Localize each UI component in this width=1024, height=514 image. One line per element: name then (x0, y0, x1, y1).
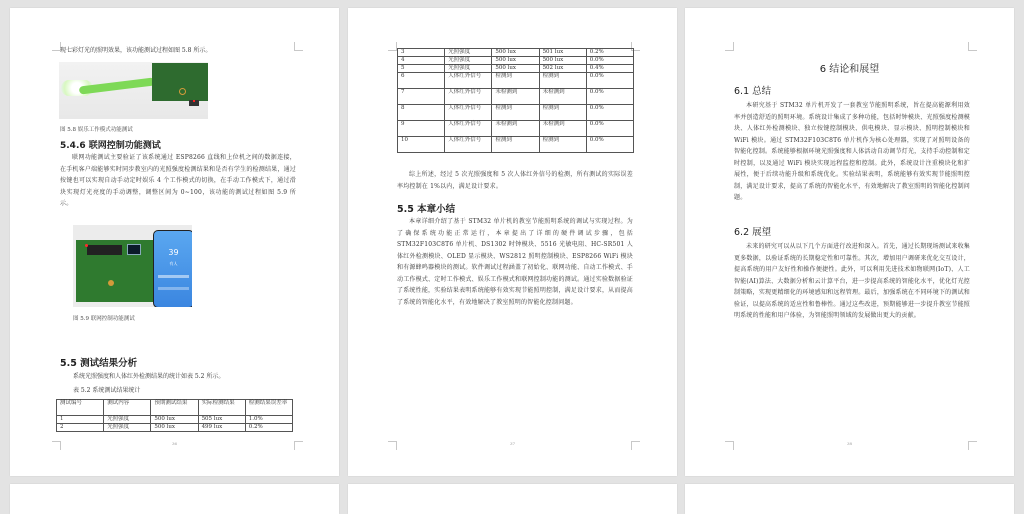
header-cell: 实际检测结果 (198, 400, 245, 416)
cell: 501 lux (539, 49, 586, 57)
cell: 5 (398, 65, 445, 73)
cell: 2 (57, 424, 104, 432)
section-6-1-body: 本研究基于 STM32 单片机开发了一套教室节能照明系统，旨在提高能源利用效率并创造舒适的照明环境。系统设计集成了多种功能，包括时钟模块、光照强度检测模块、人体红外检测模块、独立按键控制模块、供电模块、显示模块、照明控制模块和 WiFi 模块。通过 STM32F103C8T6 单片机作为核心处理器，实现了对照明设备的智能化控制。系统能够根据环境光照强度和人体活动自动调节灯光，支持手动控制和定时控制，以及通过 WiFi 模块实现远程监控和控制。此外，系统设计注重模块化和扩展性，便于后续功能升级和系统优化。实验结果表明，系统能够有效实现节能照明控制，满足设计要求，提高了系统的智能化水平，有效地解决了教室照明的智能化控制问题。 (734, 102, 970, 201)
phone-screen (153, 230, 192, 307)
table-5-2-continued (397, 48, 634, 153)
cell: 人体红外信号 (445, 137, 492, 153)
cell: 未检测到 (492, 121, 539, 137)
cell: 0.0% (586, 57, 633, 65)
table-5-2-caption: 表 5.2 系统测试结果统计 (73, 387, 141, 394)
cell: 人体红外信号 (445, 121, 492, 137)
document-page-next (685, 484, 1014, 514)
cell: 检测到 (492, 137, 539, 153)
light-value: 39 (168, 248, 179, 257)
cell: 光照强度 (445, 49, 492, 57)
figure-5-9-caption: 图 5.9 联网控制功能测试 (73, 316, 135, 322)
figure-5-9-photo (73, 225, 192, 307)
section-5-4-6-body: 联网功能测试主要验证了该系统通过 ESP8266 直线和上位机之间的数据连接，在手机客户端能够实时同步教室内的光照强度检测结果和是否有学生的检测结果，通过按键也可以实现自动手动定时娱乐 4 个工作模式的切换，在手动工作模式下，通过滑块实现灯光亮度的手动调整，调整区间为 0~100，该功能的测试过程如图 5.9 所示。 (60, 154, 296, 207)
cell: 7 (398, 89, 445, 105)
table-row (398, 89, 634, 105)
cell: 500 lux (151, 416, 198, 424)
cell: 检测到 (539, 105, 586, 121)
section-5-5-summary-body: 本章详细介绍了基于 STM32 单片机的教室节能照明系统的调试与实现过程。为了确保系统功能正常运行，本章提出了详细的硬件调试步骤，包括 STM32F103C8T6 单片机、DS1302 时钟模块、5516 光敏电阻、HC-SR501 人体红外检测模块、OLED 显示模块、WS2812 照明控制模块、ESP8266 WiFi 模块和有源蜂鸣器模块的测试。软件调试过程涵盖了初始化、联网功能、自动工作模式、手动工作模式、定时工作模式、娱乐工作模式和联网控制功能的测试。通过实验数据验证了系统性能，实验结果表明系统能够有效实现节能照明控制，满足设计要求，从而提高了系统的智能化水平，有效地解决了教室照明的智能化控制问题。 (397, 218, 633, 306)
table-row (398, 121, 634, 137)
mode-tabs[interactable] (158, 275, 189, 278)
cell: 0.2% (586, 49, 633, 57)
presence-label: 有人 (169, 261, 178, 266)
figure-5-8-photo (59, 62, 208, 119)
table-row (398, 73, 634, 89)
table-row (57, 416, 293, 424)
circuit-board (152, 63, 208, 101)
led-indicator (85, 244, 88, 247)
cell: 8 (398, 105, 445, 121)
cell: 0.0% (586, 121, 633, 137)
cell: 光照强度 (104, 416, 151, 424)
oled-display (127, 244, 141, 255)
cell: 人体红外信号 (445, 105, 492, 121)
section-5-4-6-title: 5.4.6 联网控制功能测试 (60, 141, 161, 151)
cell: 500 lux (492, 65, 539, 73)
page-number: 36 (171, 441, 178, 446)
section-6-2-title: 6.2 展望 (734, 227, 772, 238)
cell: 500 lux (539, 57, 586, 65)
document-page-38 (685, 8, 1014, 476)
cell: 未检测到 (539, 89, 586, 105)
document-page-next (348, 484, 677, 514)
header-cell: 测试内容 (104, 400, 151, 416)
cell: 3 (398, 49, 445, 57)
table-header-row (57, 400, 293, 416)
figure-5-8-caption: 图 5.8 娱乐工作模式功能测试 (60, 127, 133, 133)
section-5-5-summary-title: 5.5 本章小结 (397, 204, 456, 215)
cell: 检测到 (492, 73, 539, 89)
cell: 500 lux (151, 424, 198, 432)
cell: 未检测到 (539, 121, 586, 137)
buzzer-icon (108, 280, 114, 286)
section-5-5-body: 系统光照强度和人体红外检测结果的统计如表 5.2 所示。 (73, 373, 225, 380)
mcu-module (87, 245, 122, 255)
cell: 光照强度 (445, 57, 492, 65)
cell: 0.4% (586, 65, 633, 73)
cell: 未检测到 (492, 89, 539, 105)
cell: 0.0% (586, 105, 633, 121)
cell: 499 lux (198, 424, 245, 432)
table-row (398, 57, 634, 65)
cell: 检测到 (539, 73, 586, 89)
document-page-37 (348, 8, 677, 476)
cell: 1.0% (245, 416, 292, 424)
header-cell: 检测结果误差率 (245, 400, 292, 416)
cell: 505 lux (198, 416, 245, 424)
margin-mark (388, 42, 397, 51)
led-indicator (193, 100, 195, 102)
cell: 0.0% (586, 73, 633, 89)
margin-mark (968, 42, 977, 51)
cell: 1 (57, 416, 104, 424)
brightness-slider[interactable] (158, 287, 189, 290)
cell: 光照强度 (445, 65, 492, 73)
cell: 检测到 (492, 105, 539, 121)
header-cell: 测试编号 (57, 400, 104, 416)
section-5-5-title: 5.5 测试结果分析 (60, 358, 138, 369)
cell: 502 lux (539, 65, 586, 73)
header-cell: 预期测试结果 (151, 400, 198, 416)
cell: 光照强度 (104, 424, 151, 432)
intro-line: 现七彩灯光的照明效果，该功能测试过程如图 5.8 所示。 (60, 47, 212, 54)
page-number: 38 (846, 441, 853, 446)
cell: 6 (398, 73, 445, 89)
cell: 0.0% (586, 137, 633, 153)
buzzer-icon (179, 88, 186, 95)
table-row (398, 105, 634, 121)
table-row (398, 65, 634, 73)
cell: 0.2% (245, 424, 292, 432)
margin-mark (725, 42, 734, 51)
table-row (398, 49, 634, 57)
cell: 0.0% (586, 89, 633, 105)
table-row (398, 137, 634, 153)
chapter-title: 6 结论和展望 (819, 64, 880, 75)
section-6-2-body: 未来的研究可以从以下几个方面进行改进和深入。首先，通过长期现场测试来收集更多数据，以验证系统的长期稳定性和可靠性。其次，增加用户调研来优化交互设计，提高系统的用户友好性和操作便捷性。此外，可以利用先进技术如物联网(IoT)、人工智能(AI)算法、大数据分析和云计算平台，进一步提高系统的智能化水平，优化灯光控制策略，实现更精细化的环境感知和远程管理。最后，加强系统在不同环境下的测试和验证，以提高系统的适应性和鲁棒性。通过这些改进，预期能够进一步提升教室节能照明系统的性能和用户体验，为智能照明领域的发展做出更大的贡献。 (734, 243, 970, 319)
table-row (57, 424, 293, 432)
section-6-1-title: 6.1 总结 (734, 86, 772, 97)
cell: 人体红外信号 (445, 89, 492, 105)
cell: 500 lux (492, 57, 539, 65)
document-page-next (10, 484, 339, 514)
page-number: 37 (509, 441, 516, 446)
document-page-36 (10, 8, 339, 476)
cell: 10 (398, 137, 445, 153)
cell: 500 lux (492, 49, 539, 57)
table-5-2 (56, 399, 293, 432)
cell: 4 (398, 57, 445, 65)
cell: 人体红外信号 (445, 73, 492, 89)
cell: 9 (398, 121, 445, 137)
summary-paragraph: 综上所述，经过 5 次光照强度和 5 次人体红外信号的检测，所有测试的实际误差率均控制在 1%以内，满足设计要求。 (397, 171, 633, 190)
cell: 检测到 (539, 137, 586, 153)
usb-light-stick (79, 77, 155, 94)
